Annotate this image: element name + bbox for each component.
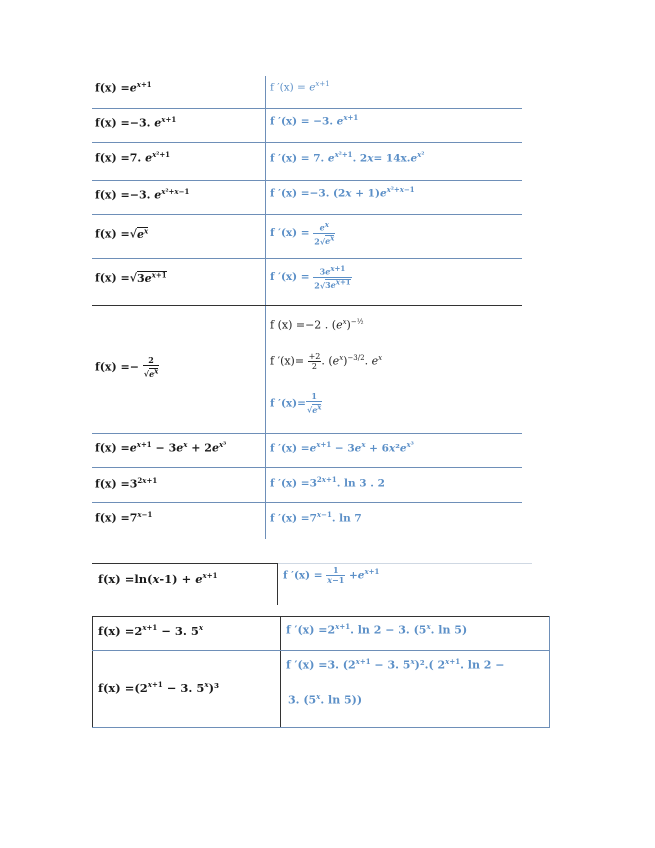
table1-row3-function: f(x) =7. $e^{x^2+1}$ bbox=[95, 150, 171, 165]
table2-rule bbox=[92, 616, 549, 617]
table1-row8-derivative: f $'(x) =e^{x+1} - 3e^x + 6x^2e^{x^3}$ bbox=[270, 440, 414, 455]
table1-row2-derivative: f ′(x) = −3. $e^{x+1}$ bbox=[270, 113, 359, 128]
table1-rule bbox=[92, 467, 522, 468]
table1-row7-derivative-line1: f (x) =−2 . $(e^x)^{-\frac{1}{2}}$ bbox=[270, 318, 364, 332]
table2-column-divider bbox=[280, 616, 281, 728]
table1-rule bbox=[92, 502, 522, 503]
table1-row10-function: $f(x) =7^{x-1}$ bbox=[95, 510, 153, 525]
table2-row2-function: $f(x) =2^{x+1} - 3$. 5$^x$ bbox=[98, 623, 204, 638]
table2-row1-derivative: f ′(x) = $\frac{1}{x-1}$ $+e^{x+1}$ bbox=[283, 565, 380, 585]
table2-row2-derivative: f $'(x) =2^{x+1}$. ln 2 − 3. (5$^x$. ln 5) bbox=[286, 622, 468, 637]
table2-row1-function: $f(x) =\ln(x-1) + e^{x+1}$ bbox=[98, 571, 218, 586]
table1-row7-function: f(x) =− $\frac{2}{√e^x}$ bbox=[95, 355, 159, 379]
table1-row8-function: $f(x) =e^{x+1} - 3e^x + 2e^{x^3}$ bbox=[95, 440, 227, 455]
table2-column-divider-top bbox=[277, 563, 278, 605]
table1-row10-derivative: f $'(x) =7^{x-1}$. ln 7 bbox=[270, 510, 362, 525]
table1-rule bbox=[92, 108, 522, 109]
table2-row3-derivative-line2: 3. (5$^x$. ln 5)) bbox=[288, 692, 363, 707]
table1-row7-derivative-line2: f ′(x)= $\frac{+2}{2}$ . $(e^x)^{-3/2}$. $e^x$ bbox=[270, 352, 383, 371]
table1-rule bbox=[92, 258, 522, 259]
table1-row7-derivative-line3: f ′(x)= $\frac{1}{√e^x}$ bbox=[270, 391, 322, 415]
table2-left-border bbox=[92, 616, 93, 728]
table2-row3-function: $f(x) =(2^{x+1} - 3$. 5$^x$)³ bbox=[98, 680, 220, 695]
table1-row1-derivative: f $'(x) = e^{x+1}$ bbox=[270, 80, 330, 94]
table1-row5-derivative: f ′(x) = $\frac{e^x}{2√e^x}$ bbox=[270, 220, 335, 247]
table1-rule bbox=[92, 180, 522, 181]
table1-row4-derivative: f ′(x) =−3. $(2x + 1)e^{x^2+x-1}$ bbox=[270, 185, 415, 200]
table1-rule bbox=[92, 433, 522, 434]
table2-rule bbox=[92, 650, 549, 651]
table1-row9-function: $f(x) =3^{2x+1}$ bbox=[95, 476, 158, 491]
table1-row9-derivative: f $'(x) =3^{2x+1}$. ln 3 . 2 bbox=[270, 475, 385, 490]
table2-right-border bbox=[549, 616, 550, 728]
table1-row2-function: f(x) =−3. $e^{x+1}$ bbox=[95, 115, 177, 130]
table1-rule bbox=[92, 214, 522, 215]
table1-row1-function: $f(x) =e^{x+1}$ bbox=[95, 80, 152, 95]
table1-row5-function: $f(x) =√e^x$ bbox=[95, 226, 149, 241]
table1-rule bbox=[92, 142, 522, 143]
table2-bottom-rule bbox=[92, 727, 549, 728]
table1-row4-function: f(x) =−3. $e^{x^2+x-1}$ bbox=[95, 187, 190, 202]
table1-rule bbox=[92, 305, 522, 306]
table1-row6-derivative: f ′(x) = $\frac{3e^{x+1}}{2√3e^{x+1}}$ bbox=[270, 264, 351, 291]
table2-row3-derivative-line1: f ′(x) =3. ($2^{x+1} - 3$. 5$^x$)².( $2^{x+1}$. ln 2 − bbox=[286, 657, 505, 672]
table2-top-rule bbox=[92, 563, 277, 564]
table2-top-rule-right bbox=[277, 563, 532, 564]
table1-row6-function: $f(x) =√3e^{x+1}$ bbox=[95, 270, 167, 285]
table1-column-divider bbox=[265, 76, 266, 539]
table1-row3-derivative: f ′(x) = 7. $e^{x^2+1}$. $2x= 14x.e^{x^2}$ bbox=[270, 150, 425, 165]
